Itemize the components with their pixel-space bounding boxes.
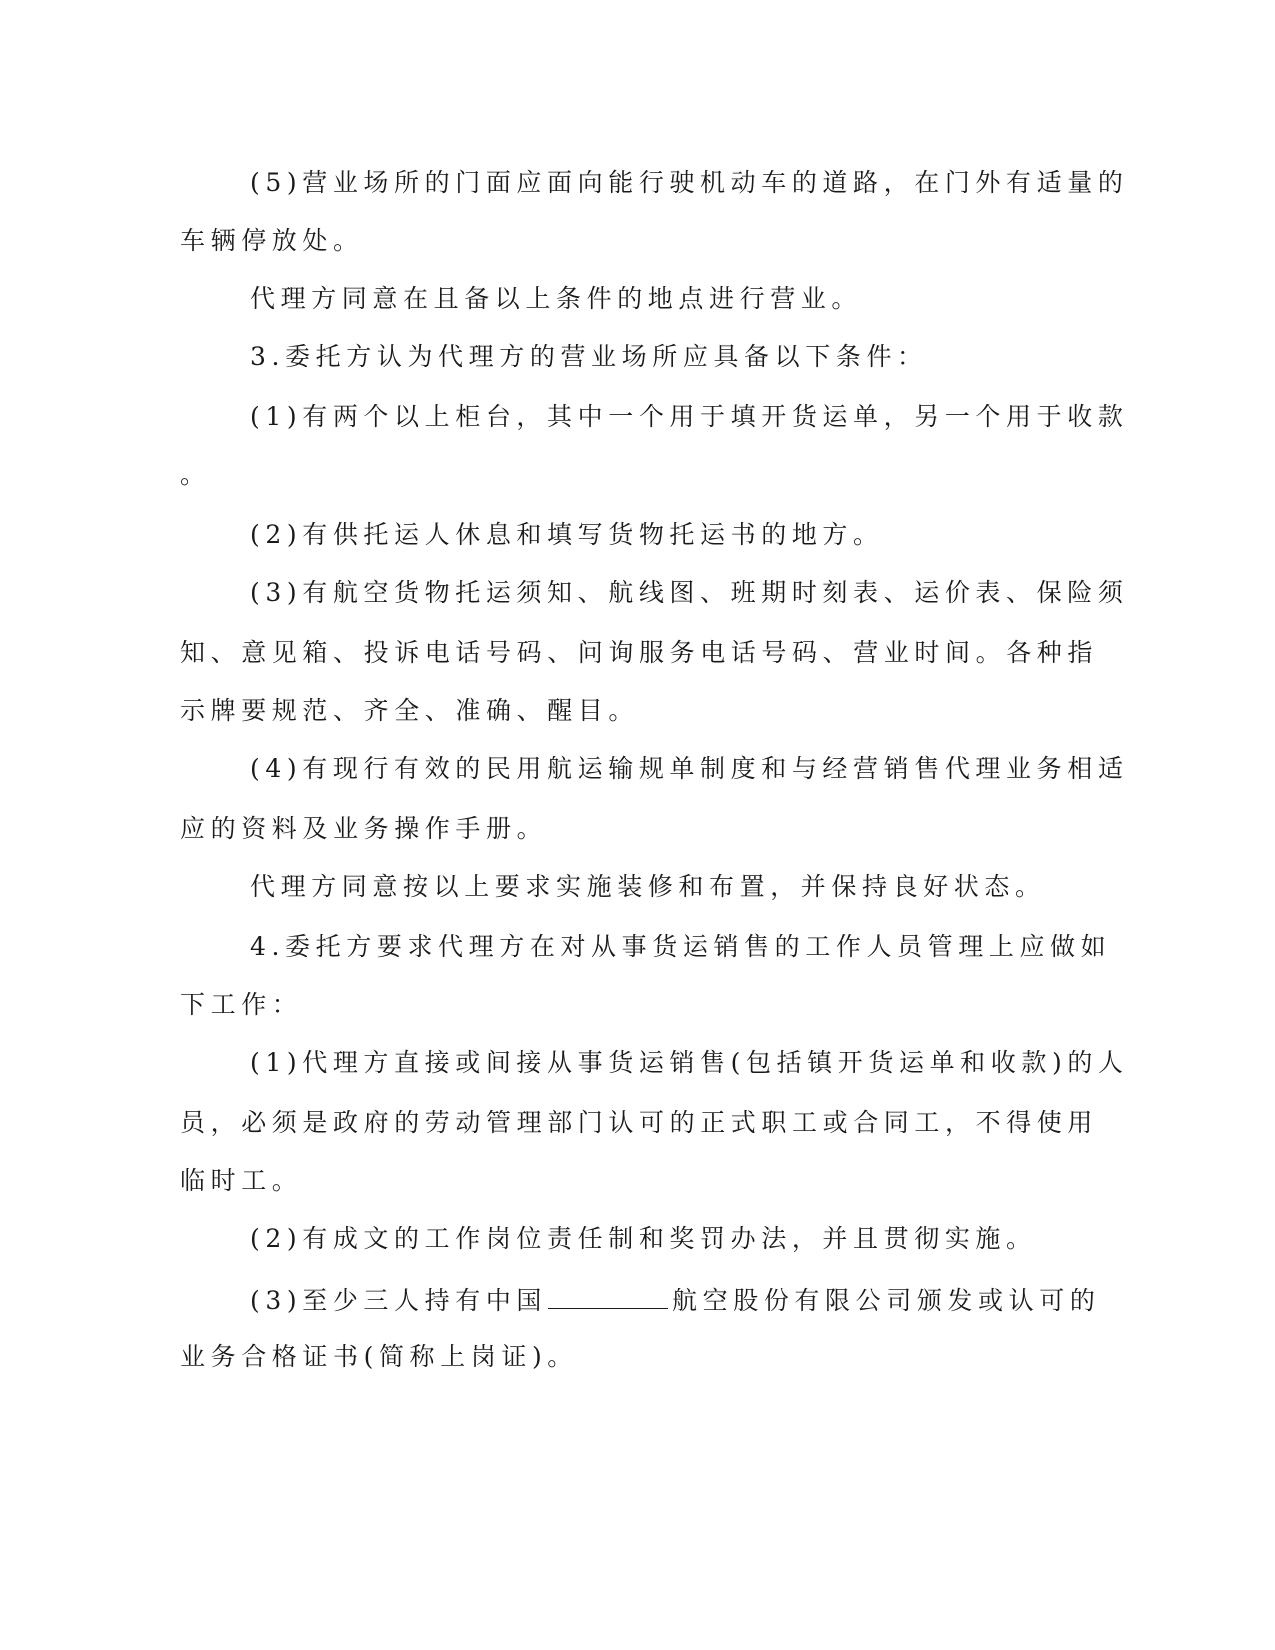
text-line-with-blank	[250, 1286, 1100, 1313]
text-line: 业务合格证书(简称上岗证)。	[180, 1342, 578, 1371]
text-line: 代理方同意在且备以上条件的地点进行营业。	[250, 284, 863, 313]
text-line: 代理方同意按以上要求实施装修和布置，并保持良好状态。	[250, 872, 1046, 901]
text-line: 4.委托方要求代理方在对从事货运销售的工作人员管理上应做如	[250, 932, 1112, 961]
text-line: (3)有航空货物托运须知、航线图、班期时刻表、运价表、保险须	[250, 578, 1129, 607]
text-line: (2)有成文的工作岗位责任制和奖罚办法，并且贯彻实施。	[250, 1224, 1037, 1253]
text-line: (1)代理方直接或间接从事货运销售(包括镇开货运单和收款)的人	[250, 1048, 1129, 1077]
text-line: 车辆停放处。	[180, 226, 364, 255]
text-line: 下工作：	[180, 990, 303, 1019]
text-segment: 航空股份有限公司颁发或认可的	[672, 1286, 1101, 1315]
text-line: 3.委托方认为代理方的营业场所应具备以下条件：	[250, 342, 928, 371]
text-line: 员，必须是政府的劳动管理部门认可的正式职工或合同工，不得使用	[180, 1108, 1099, 1137]
text-line: 临时工。	[180, 1166, 303, 1195]
text-line: (4)有现行有效的民用航运输规单制度和与经营销售代理业务相适	[250, 754, 1129, 783]
text-line: 应的资料及业务操作手册。	[180, 814, 548, 843]
fill-in-blank[interactable]	[548, 1286, 668, 1309]
text-line: (5)营业场所的门面应面向能行驶机动车的道路，在门外有适量的	[250, 168, 1129, 197]
text-line: 。	[180, 460, 211, 489]
text-line: (2)有供托运人休息和填写货物托运书的地方。	[250, 520, 884, 549]
text-line: 知、意见箱、投诉电话号码、问询服务电话号码、营业时间。各种指	[180, 638, 1099, 667]
text-line: 示牌要规范、齐全、准确、醒目。	[180, 696, 640, 725]
text-segment: (3)至少三人持有中国	[250, 1286, 548, 1315]
text-line: (1)有两个以上柜台，其中一个用于填开货运单，另一个用于收款	[250, 402, 1129, 431]
